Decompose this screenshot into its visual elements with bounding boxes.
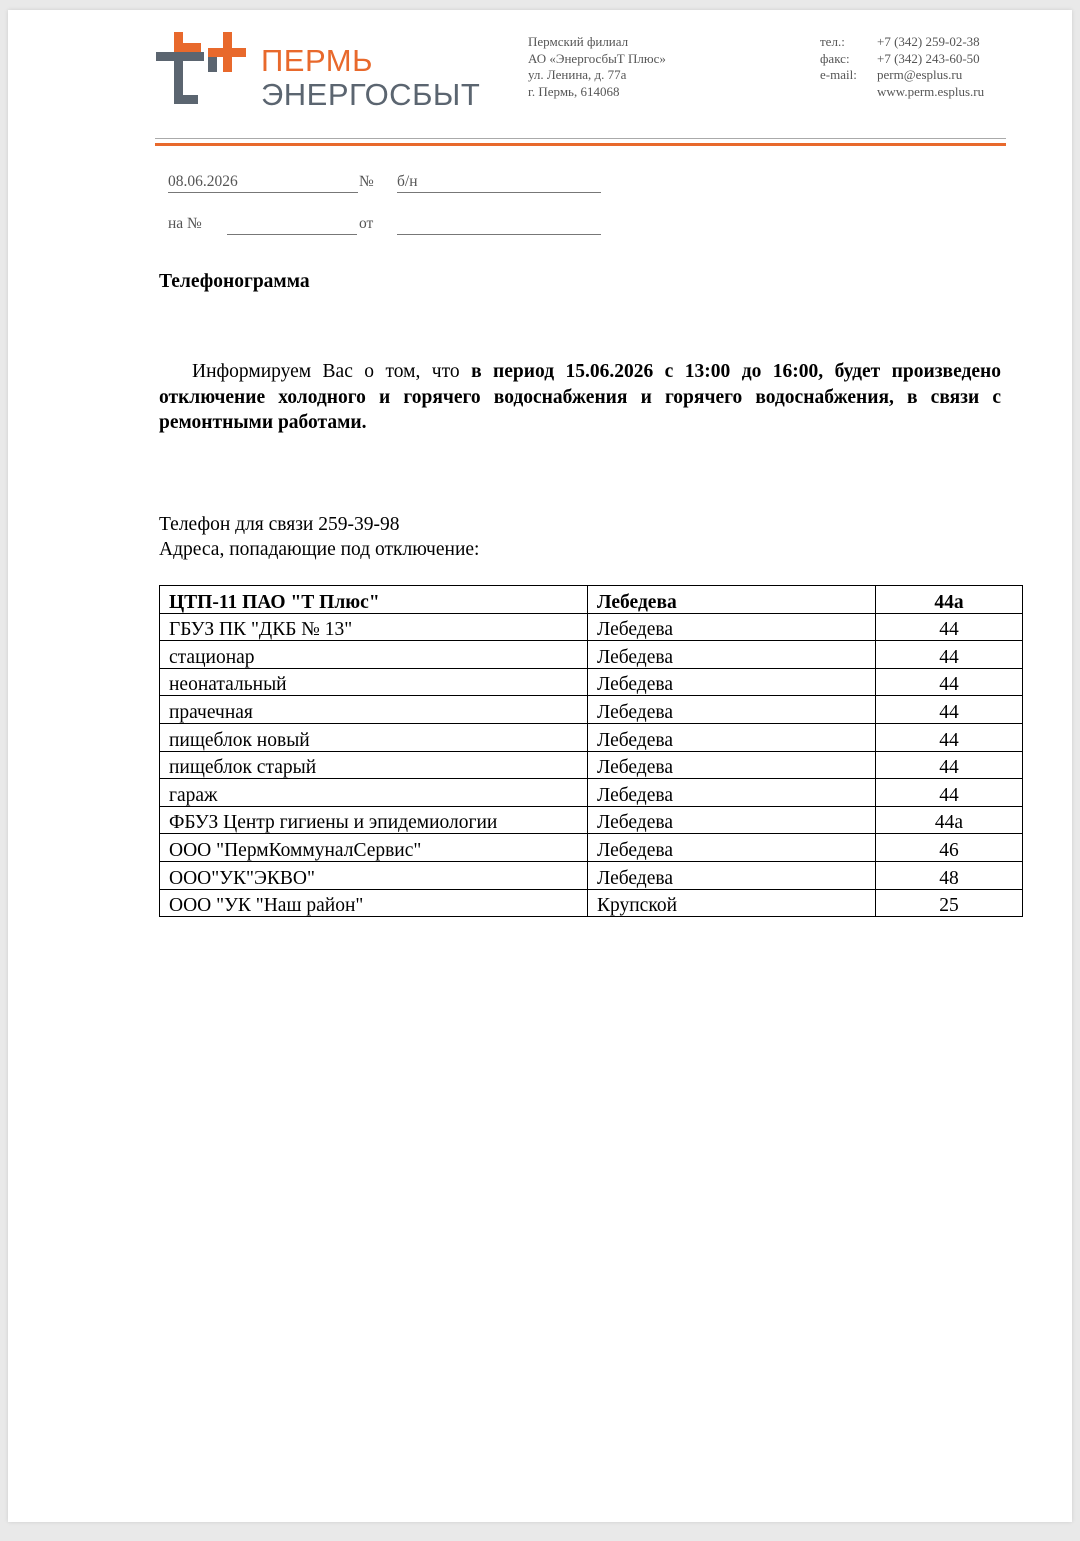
table-row [160,668,1023,696]
contact-label: e-mail: [820,67,857,82]
organization-cell: ООО"УК"ЭКВО" [160,861,588,889]
street-cell: Лебедева [588,668,876,696]
t-plus-logo-icon [156,32,251,112]
house-number-cell: 44а [876,806,1023,834]
house-number-cell: 48 [876,861,1023,889]
contact-value: www.perm.esplus.ru [877,83,985,99]
document-title: Телефонограмма [159,271,310,292]
organization-cell: ФБУЗ Центр гигиены и эпидемиологии [160,806,588,834]
contact-label [820,84,877,101]
street-cell: Лебедева [588,834,876,862]
document-date: 08.06.2026 [168,173,238,190]
notice-paragraph [159,359,1001,436]
contact-phone [820,34,984,51]
notice-details: в период 15.06.2026 с 13:00 до 16:00, будет произведено отключение холодного и горячего водоснабжения и горячего водоснабжения, в связи с ремонтными работами. [159,361,1001,433]
table-row [160,889,1023,917]
street-cell: Лебедева [588,751,876,779]
contact-info [159,512,479,562]
org-line: ул. Ленина, д. 77а [528,67,627,82]
contact-fax [820,51,984,68]
organization-cell: неонатальный [160,668,588,696]
house-number-cell: 44 [876,723,1023,751]
street-cell: Лебедева [588,613,876,641]
date-underline [168,192,358,193]
document-page [8,10,1072,1522]
table-row [160,696,1023,724]
house-number-cell: 44 [876,613,1023,641]
from-underline [397,234,601,235]
header-divider-thin [155,138,1006,139]
table-row [160,834,1023,862]
organization-cell: пищеблок старый [160,751,588,779]
street-cell: Крупской [588,889,876,917]
street-cell: Лебедева [588,723,876,751]
house-number-cell: 25 [876,889,1023,917]
house-number-cell: 44 [876,668,1023,696]
org-line: АО «ЭнергосбыТ Плюс» [528,50,666,66]
document-number: б/н [397,173,418,190]
logo-line1: ПЕРМЬ [261,43,373,78]
organization-cell: гараж [160,779,588,807]
table-row [160,861,1023,889]
house-number-cell: 44 [876,641,1023,669]
house-number-cell: 44а [876,586,1023,614]
contact-label: факс: [820,50,850,66]
number-label: № [359,173,374,190]
reference-underline [227,234,357,235]
notice-intro: Информируем Вас о том, что [192,361,472,382]
street-cell: Лебедева [588,861,876,889]
house-number-cell: 44 [876,696,1023,724]
street-cell: Лебедева [588,806,876,834]
organization-cell: ЦТП-11 ПАО "Т Плюс" [160,586,588,614]
contact-website [820,84,984,101]
street-cell: Лебедева [588,696,876,724]
street-cell: Лебедева [588,586,876,614]
table-row [160,723,1023,751]
table-row [160,613,1023,641]
header-divider [155,143,1006,146]
contact-value: +7 (342) 243-60-50 [877,50,980,66]
org-line: г. Пермь, 614068 [528,83,620,99]
organization-cell: пищеблок новый [160,723,588,751]
table-row [160,751,1023,779]
from-label: от [359,215,374,232]
table-row [160,641,1023,669]
addresses-table [159,585,1023,917]
table-row [160,779,1023,807]
contact-value: +7 (342) 259-02-38 [877,34,980,49]
house-number-cell: 44 [876,779,1023,807]
logo-line2: ЭНЕРГОСБЫТ [261,77,481,112]
reference-label: на № [168,215,202,232]
contact-label: тел.: [820,34,845,49]
company-logo [156,32,481,112]
organization-cell: ООО "ПермКоммуналСервис" [160,834,588,862]
contact-email [820,67,984,84]
logo-wordmark [261,44,480,112]
organization-address [528,34,666,100]
organization-cell: ГБУЗ ПК "ДКБ № 13" [160,613,588,641]
organization-cell: прачечная [160,696,588,724]
addresses-table-body [160,586,1023,917]
street-cell: Лебедева [588,779,876,807]
contacts [820,34,984,100]
table-row [160,586,1023,614]
contact-value: perm@esplus.ru [877,67,963,82]
house-number-cell: 46 [876,834,1023,862]
organization-cell: стационар [160,641,588,669]
table-row [160,806,1023,834]
number-underline [397,192,601,193]
org-line: Пермский филиал [528,34,629,49]
organization-cell: ООО "УК "Наш район" [160,889,588,917]
contact-phone-line: Телефон для связи 259-39-98 [159,514,400,535]
addresses-label: Адреса, попадающие под отключение: [159,539,480,560]
house-number-cell: 44 [876,751,1023,779]
street-cell: Лебедева [588,641,876,669]
